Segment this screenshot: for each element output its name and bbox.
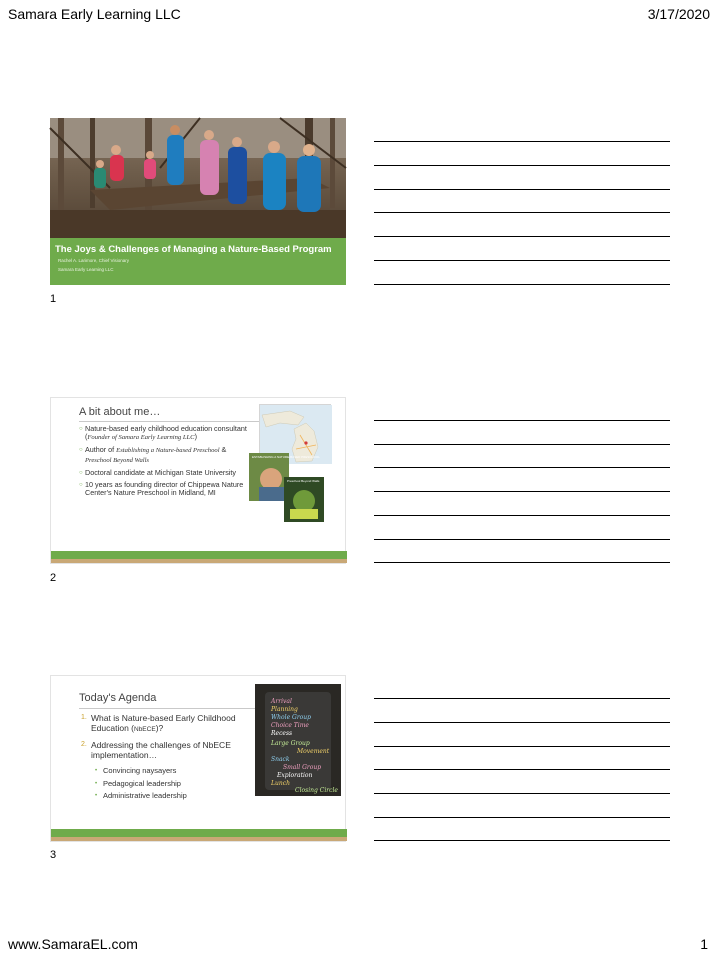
bullet-circle-icon: ○ [79,426,83,432]
note-line [374,467,670,468]
slide-2-thumbnail[interactable] [50,397,346,564]
note-line [374,491,670,492]
list-item: ○ Doctoral candidate at Michigan State University [79,467,237,477]
slide-1-thumbnail[interactable] [50,118,346,285]
slide-3-title-rule [79,708,279,709]
list-number: 1. [81,714,87,721]
note-line [374,539,670,540]
chalk-line: Closing Circle [295,787,338,794]
chalk-line: Recess [271,730,293,737]
chalk-line: Whole Group [271,714,311,721]
slide-2-bullet-list [79,425,254,501]
sub-list-item: • Convincing naysayers [81,765,251,778]
slide-3-green-bar [51,829,347,837]
note-line [374,141,670,142]
chalk-line: Lunch [271,780,290,787]
page-header-left: Samara Early Learning LLC [8,6,181,22]
page-header-date: 3/17/2020 [647,6,710,22]
chalk-line: Exploration [277,772,313,779]
chalk-line: Arrival [271,698,292,705]
note-line [374,722,670,723]
slide-1-organization: Samara Early Learning LLC [58,267,114,272]
slide-2-title-rule [79,421,279,422]
note-line [374,165,670,166]
note-line [374,769,670,770]
slide-2-number: 2 [50,572,57,584]
slide-1-presenter: Rachel A. Larimore, Chief Visionary [58,258,129,263]
chalk-line: Snack [271,756,290,763]
slide-1-photo [50,118,346,238]
note-line [374,260,670,261]
slide-3-number: 3 [50,849,57,861]
slide-2-tan-bar [51,559,347,563]
slide-3-thumbnail[interactable] [50,675,346,842]
chalk-line: Planning [271,706,298,713]
chalk-line: Movement [297,748,330,755]
note-line [374,746,670,747]
slide-3-tan-bar [51,837,347,841]
chalk-line: Small Group [283,764,322,771]
chalkboard-schedule-image [255,684,341,796]
slide-3-agenda-list [81,713,251,803]
slide-1-title-band [50,238,346,285]
note-line [374,444,670,445]
note-line [374,236,670,237]
note-line [374,698,670,699]
chalk-line: Choice Time [271,722,309,729]
note-line [374,212,670,213]
bullet-dot-icon: • [95,780,98,787]
sub-list-item: • Pedagogical leadership [81,778,251,791]
note-line [374,189,670,190]
note-line [374,420,670,421]
slide-1-number: 1 [50,293,57,305]
sub-list-item: • Administrative leadership [81,790,251,803]
slide-1-title: The Joys & Challenges of Managing a Nature-Based Program [55,244,332,255]
book-1-title: ESTABLISHING A NATURE-BASED PRESCHOOL [252,455,320,459]
list-item: 2. Addressing the challenges of NbECE implementation… [81,740,231,760]
note-line [374,817,670,818]
bullet-circle-icon: ○ [79,447,83,454]
slide-2-title: A bit about me… [79,406,161,418]
note-line [374,793,670,794]
bullet-circle-icon: ○ [79,482,83,489]
chalk-line: Large Group [271,740,310,747]
slide-3-title: Today's Agenda [79,692,157,704]
page-footer-url[interactable]: www.SamaraEL.com [8,936,138,952]
note-line [374,840,670,841]
note-line [374,284,670,285]
note-line [374,515,670,516]
book-cover-preschool-beyond-walls [284,477,324,522]
list-item: ○ 10 years as founding director of Chippewa Nature Center's Nature Preschool in Midland, MI [79,480,244,498]
note-line [374,562,670,563]
list-number: 2. [81,741,87,748]
list-item: ○ Author of Establishing a Nature-based Preschool & Preschool Beyond Walls [79,445,227,464]
list-item: 1. What is Nature-based Early Childhood Education (NbECE)? [81,713,236,733]
page-number: 1 [700,936,708,952]
bullet-circle-icon: ○ [79,469,83,476]
bullet-dot-icon: • [95,768,98,774]
bullet-dot-icon: • [95,793,98,799]
slide-2-green-bar [51,551,347,559]
book-2-title: Preschool Beyond Walls [287,479,320,483]
list-item: ○ Nature-based early childhood education consultant (Founder of Samara Early Learning LLC) [79,424,247,442]
